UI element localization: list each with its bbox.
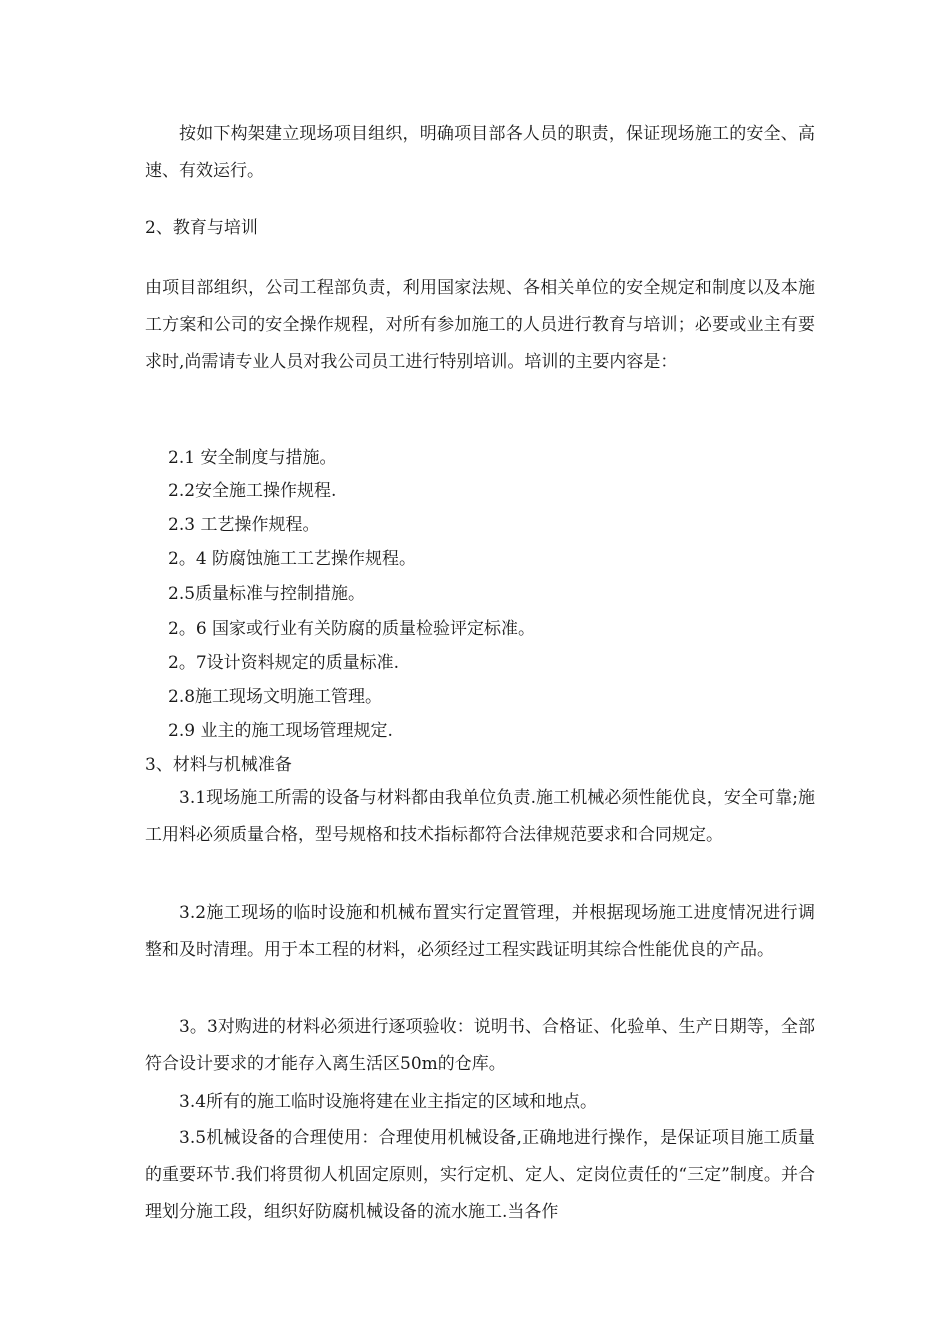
section-2-heading: 2、教育与培训 (145, 218, 258, 238)
list-item: 2。4 防腐蚀施工工艺操作规程。 (168, 549, 417, 569)
section-3-heading: 3、材料与机械准备 (145, 755, 292, 775)
section-3-4-paragraph: 3.4所有的施工临时设施将建在业主指定的区域和地点。 (179, 1092, 598, 1112)
list-item: 2.2安全施工操作规程. (168, 481, 337, 501)
section-3-3-paragraph: 3。3对购进的材料必须进行逐项验收：说明书、合格证、化验单、生产日期等，全部符合设计要求的才能存入离生活区50m的仓库。 (145, 1017, 815, 1074)
list-item: 2。6 国家或行业有关防腐的质量检验评定标准。 (168, 619, 536, 639)
list-item: 2。7设计资料规定的质量标准. (168, 653, 400, 673)
section-3-2-paragraph: 3.2施工现场的临时设施和机械布置实行定置管理，并根据现场施工进度情况进行调整和及时清理。用于本工程的材料，必须经过工程实践证明其综合性能优良的产品。 (145, 903, 815, 960)
intro-paragraph: 按如下构架建立现场项目组织，明确项目部各人员的职责，保证现场施工的安全、高速、有效运行。 (145, 124, 815, 181)
list-item: 2.8施工现场文明施工管理。 (168, 687, 383, 707)
list-item: 2.9 业主的施工现场管理规定. (168, 721, 393, 741)
section-3-1-paragraph: 3.1现场施工所需的设备与材料都由我单位负责.施工机械必须性能优良，安全可靠;施工用料必须质量合格，型号规格和技术指标都符合法律规范要求和合同规定。 (145, 788, 815, 845)
list-item: 2.3 工艺操作规程。 (168, 515, 320, 535)
section-3-5-paragraph: 3.5机械设备的合理使用：合理使用机械设备,正确地进行操作，是保证项目施工质量的重要环节.我们将贯彻人机固定原则，实行定机、定人、定岗位责任的“三定”制度。并合理划分施工段，组织好防腐机械设备的流水施工.当各作 (145, 1128, 815, 1222)
list-item: 2.1 安全制度与措施。 (168, 448, 337, 468)
section-2-body: 由项目部组织，公司工程部负责，利用国家法规、各相关单位的安全规定和制度以及本施工方案和公司的安全操作规程，对所有参加施工的人员进行教育与培训；必要或业主有要求时,尚需请专业人员对我公司员工进行特别培训。培训的主要内容是： (145, 278, 815, 372)
list-item: 2.5质量标准与控制措施。 (168, 584, 366, 604)
